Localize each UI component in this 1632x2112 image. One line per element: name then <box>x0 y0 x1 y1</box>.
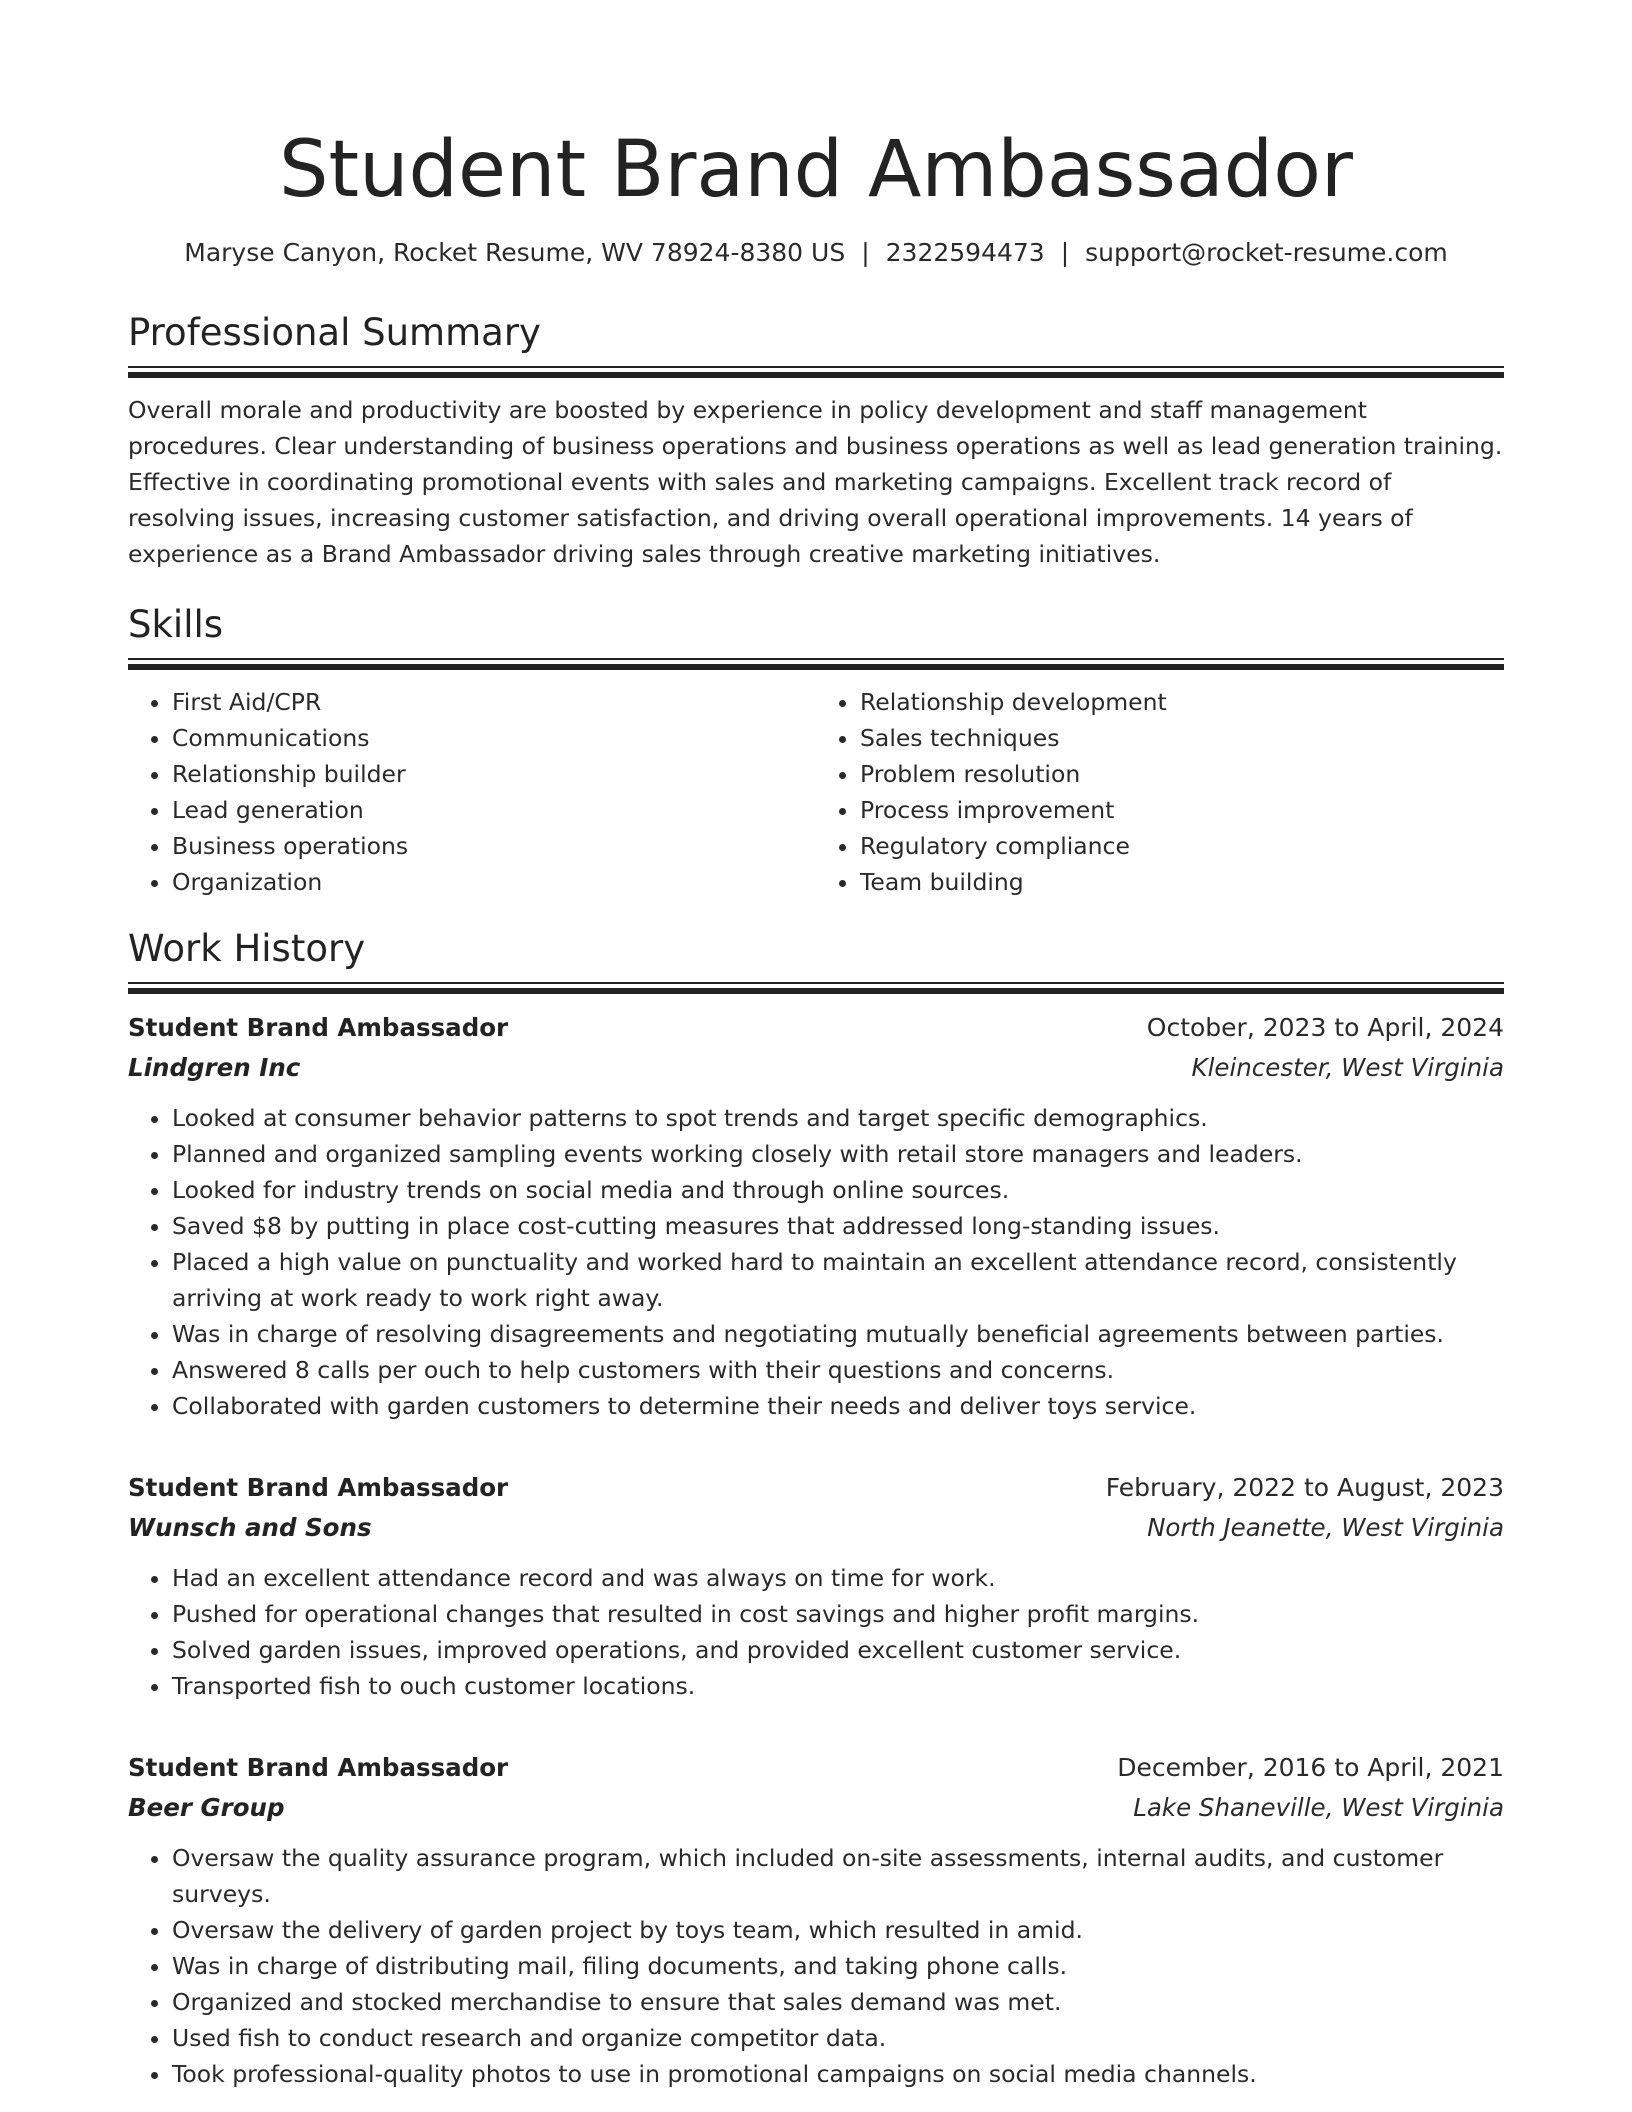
work-list <box>128 1008 1504 2092</box>
job-location: Kleincester, West Virginia <box>1191 1053 1504 1082</box>
skill-item: • Regulatory compliance <box>860 828 1504 864</box>
job-entry <box>128 1468 1504 1704</box>
section-divider <box>128 366 1504 378</box>
work-section <box>128 926 1504 2092</box>
skills-section <box>128 602 1504 900</box>
job-bullet: • Pushed for operational changes that resulted in cost savings and higher profit margins. <box>172 1596 1504 1632</box>
job-company: Beer Group <box>128 1793 285 1822</box>
skill-item: • Team building <box>860 864 1504 900</box>
summary-text: Overall morale and productivity are boosted by experience in policy development and staff management procedures. Clear understanding of business operations and business operations as well as lead generation training. Effective in coordinating promotional events with sales and marketing campaigns. Excellent track record of resolving issues, increasing customer satisfaction, and driving overall operational improvements. 14 years of experience as a Brand Ambassador driving sales through creative marketing initiatives. <box>128 396 1503 568</box>
job-title: Student Brand Ambassador <box>128 1013 509 1042</box>
skills-columns <box>128 684 1504 900</box>
skill-item: • Communications <box>172 720 816 756</box>
job-bullet: • Oversaw the delivery of garden project by toys team, which resulted in amid. <box>172 1912 1504 1948</box>
skill-item: • Process improvement <box>860 792 1504 828</box>
contact-separator: | <box>861 238 870 267</box>
job-company-row <box>128 1788 1504 1828</box>
job-bullets <box>128 1840 1504 2092</box>
resume-name: Student Brand Ambassador <box>279 125 1353 215</box>
skill-item: • Business operations <box>172 828 816 864</box>
skills-list-right <box>816 684 1504 900</box>
job-location: Lake Shaneville, West Virginia <box>1133 1793 1504 1822</box>
job-header-row <box>128 1008 1504 1048</box>
skill-item: • Relationship development <box>860 684 1504 720</box>
job-dates: December, 2016 to April, 2021 <box>1117 1753 1504 1782</box>
job-entry <box>128 1008 1504 1424</box>
job-bullet: • Organized and stocked merchandise to ensure that sales demand was met. <box>172 1984 1504 2020</box>
contact-address: Maryse Canyon, Rocket Resume, WV 78924-8380 US <box>184 238 846 267</box>
work-heading: Work History <box>128 927 366 970</box>
job-bullet: • Collaborated with garden customers to determine their needs and deliver toys service. <box>172 1388 1504 1424</box>
skill-item: • Sales techniques <box>860 720 1504 756</box>
job-bullets <box>128 1100 1504 1424</box>
job-bullet: • Used fish to conduct research and organize competitor data. <box>172 2020 1504 2056</box>
job-title: Student Brand Ambassador <box>128 1473 509 1502</box>
contact-separator: | <box>1060 238 1070 267</box>
skill-item: • Problem resolution <box>860 756 1504 792</box>
job-bullet: • Answered 8 calls per ouch to help customers with their questions and concerns. <box>172 1352 1504 1388</box>
job-company-row <box>128 1508 1504 1548</box>
job-bullet: • Had an excellent attendance record and was always on time for work. <box>172 1560 1504 1596</box>
summary-heading: Professional Summary <box>128 311 541 354</box>
resume-page <box>128 0 1504 2092</box>
job-company-row <box>128 1048 1504 1088</box>
job-company: Wunsch and Sons <box>128 1513 372 1542</box>
contact-line <box>128 236 1504 270</box>
skill-item: • Lead generation <box>172 792 816 828</box>
job-header-row <box>128 1468 1504 1508</box>
job-bullet: • Looked at consumer behavior patterns to spot trends and target specific demographics. <box>172 1100 1504 1136</box>
job-bullet: • Planned and organized sampling events working closely with retail store managers and leaders. <box>172 1136 1504 1172</box>
job-bullet: • Was in charge of distributing mail, filing documents, and taking phone calls. <box>172 1948 1504 1984</box>
job-bullet: • Was in charge of resolving disagreements and negotiating mutually beneficial agreements between parties. <box>172 1316 1504 1352</box>
skills-list-left <box>128 684 816 900</box>
job-company: Lindgren Inc <box>128 1053 301 1082</box>
contact-email: support@rocket-resume.com <box>1085 238 1448 267</box>
skills-heading: Skills <box>128 603 224 646</box>
job-bullet: • Took professional-quality photos to use in promotional campaigns on social media channels. <box>172 2056 1504 2092</box>
job-location: North Jeanette, West Virginia <box>1147 1513 1504 1542</box>
contact-phone: 2322594473 <box>885 238 1045 267</box>
job-dates: October, 2023 to April, 2024 <box>1146 1013 1504 1042</box>
job-bullet: • Oversaw the quality assurance program, which included on-site assessments, internal audits, and customer surveys. <box>172 1840 1504 1912</box>
skill-item: • First Aid/CPR <box>172 684 816 720</box>
job-title: Student Brand Ambassador <box>128 1753 509 1782</box>
job-bullet: • Solved garden issues, improved operations, and provided excellent customer service. <box>172 1632 1504 1668</box>
job-bullet: • Placed a high value on punctuality and worked hard to maintain an excellent attendance record, consistently arriving at work ready to work right away. <box>172 1244 1504 1316</box>
section-divider <box>128 658 1504 670</box>
section-divider <box>128 982 1504 994</box>
job-header-row <box>128 1748 1504 1788</box>
skill-item: • Relationship builder <box>172 756 816 792</box>
job-entry <box>128 1748 1504 2092</box>
job-bullet: • Transported fish to ouch customer locations. <box>172 1668 1504 1704</box>
summary-section <box>128 310 1504 572</box>
job-bullets <box>128 1560 1504 1704</box>
skill-item: • Organization <box>172 864 816 900</box>
job-bullet: • Looked for industry trends on social media and through online sources. <box>172 1172 1504 1208</box>
job-bullet: • Saved $8 by putting in place cost-cutting measures that addressed long-standing issues. <box>172 1208 1504 1244</box>
job-dates: February, 2022 to August, 2023 <box>1105 1473 1504 1502</box>
